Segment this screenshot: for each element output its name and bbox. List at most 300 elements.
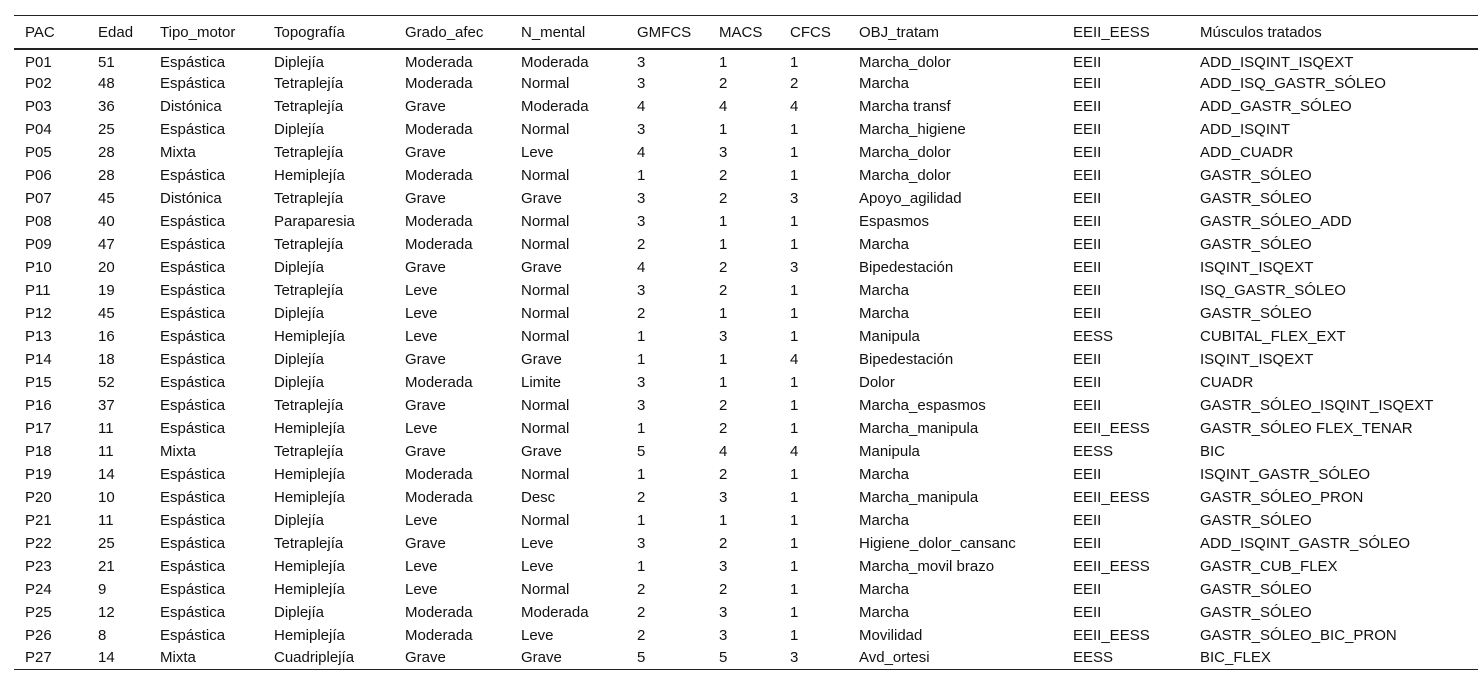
table-cell: Leve xyxy=(405,419,438,437)
table-cell: GASTR_SÓLEO xyxy=(1200,603,1312,621)
table-cell: 3 xyxy=(719,488,728,506)
table-cell: Limite xyxy=(521,373,562,391)
table-cell: EEII xyxy=(1073,396,1102,414)
table-cell: 19 xyxy=(98,281,115,299)
table-cell: Espástica xyxy=(160,396,226,414)
table-cell: Marcha xyxy=(859,281,910,299)
table-cell: 1 xyxy=(719,53,728,71)
table-cell: Normal xyxy=(521,511,570,529)
table-cell: Marcha xyxy=(859,235,910,253)
table-cell: Espástica xyxy=(160,281,226,299)
table-cell: Espástica xyxy=(160,557,226,575)
table-cell: EEII_EESS xyxy=(1073,557,1150,575)
column-header: PAC xyxy=(25,23,55,41)
table-cell: GASTR_SÓLEO xyxy=(1200,580,1312,598)
table-cell: Espástica xyxy=(160,304,226,322)
table-cell: Marcha xyxy=(859,511,910,529)
table-cell: Marcha xyxy=(859,304,910,322)
table-cell: Espástica xyxy=(160,74,226,92)
table-cell: 4 xyxy=(637,143,646,161)
table-cell: Marcha xyxy=(859,580,910,598)
table-cell: 2 xyxy=(719,419,728,437)
table-cell: Grave xyxy=(405,534,446,552)
table-cell: 1 xyxy=(790,557,799,575)
table-cell: Moderada xyxy=(521,97,589,115)
table-cell: ADD_GASTR_SÓLEO xyxy=(1200,97,1352,115)
table-cell: 2 xyxy=(637,304,646,322)
table-cell: 12 xyxy=(98,603,115,621)
table-cell: Diplejía xyxy=(274,603,325,621)
table-cell: 16 xyxy=(98,327,115,345)
table-row xyxy=(14,279,1478,302)
table-row xyxy=(14,601,1478,624)
table-cell: Distónica xyxy=(160,189,222,207)
table-cell: P24 xyxy=(25,580,52,598)
table-cell: CUBITAL_FLEX_EXT xyxy=(1200,327,1346,345)
table-cell: 3 xyxy=(637,189,646,207)
table-cell: 1 xyxy=(637,327,646,345)
table-cell: 1 xyxy=(790,626,799,644)
table-cell: GASTR_SÓLEO_ADD xyxy=(1200,212,1352,230)
table-cell: Bipedestación xyxy=(859,350,954,368)
table-cell: P25 xyxy=(25,603,52,621)
table-cell: Marcha_dolor xyxy=(859,143,951,161)
table-cell: 11 xyxy=(98,442,114,460)
table-cell: Grave xyxy=(521,350,562,368)
table-cell: Marcha_dolor xyxy=(859,53,951,71)
table-cell: P22 xyxy=(25,534,52,552)
table-cell: GASTR_SÓLEO_BIC_PRON xyxy=(1200,626,1397,644)
table-cell: EEII xyxy=(1073,235,1102,253)
table-row xyxy=(14,95,1478,118)
table-cell: EEII xyxy=(1073,281,1102,299)
table-cell: Moderada xyxy=(405,212,473,230)
table-cell: 1 xyxy=(637,511,646,529)
table-cell: Moderada xyxy=(405,166,473,184)
table-cell: 48 xyxy=(98,74,115,92)
table-cell: 14 xyxy=(98,465,115,483)
table-cell: 4 xyxy=(719,97,728,115)
table-cell: Hemiplejía xyxy=(274,166,345,184)
table-cell: Hemiplejía xyxy=(274,488,345,506)
table-cell: 11 xyxy=(98,419,114,437)
table-cell: Espástica xyxy=(160,419,226,437)
table-cell: Mixta xyxy=(160,649,196,667)
table-cell: Hemiplejía xyxy=(274,580,345,598)
column-header: Músculos tratados xyxy=(1200,23,1322,41)
table-cell: Grave xyxy=(521,189,562,207)
table-cell: P26 xyxy=(25,626,52,644)
table-row xyxy=(14,624,1478,647)
table-cell: Marcha_manipula xyxy=(859,419,979,437)
table-cell: 4 xyxy=(790,97,799,115)
table-cell: Marcha xyxy=(859,74,910,92)
table-cell: ISQINT_GASTR_SÓLEO xyxy=(1200,465,1371,483)
table-cell: Diplejía xyxy=(274,53,325,71)
table-cell: EEII xyxy=(1073,258,1102,276)
table-cell: Diplejía xyxy=(274,120,325,138)
table-cell: 3 xyxy=(719,557,728,575)
table-cell: 4 xyxy=(637,97,646,115)
table-row xyxy=(14,256,1478,279)
table-cell: 1 xyxy=(790,166,799,184)
table-cell: 5 xyxy=(637,442,646,460)
table-cell: P11 xyxy=(25,281,51,299)
table-cell: EEII xyxy=(1073,97,1102,115)
table-cell: Grave xyxy=(405,189,446,207)
table-cell: EESS xyxy=(1073,649,1114,667)
table-cell: Normal xyxy=(521,465,570,483)
table-cell: EEII_EESS xyxy=(1073,626,1150,644)
table-cell: 10 xyxy=(98,488,115,506)
table-cell: Normal xyxy=(521,120,570,138)
table-cell: P07 xyxy=(25,189,52,207)
table-cell: 2 xyxy=(719,74,728,92)
table-cell: 28 xyxy=(98,143,115,161)
table-cell: Marcha_movil brazo xyxy=(859,557,995,575)
column-header: OBJ_tratam xyxy=(859,23,940,41)
table-cell: 1 xyxy=(790,53,799,71)
column-header: Edad xyxy=(98,23,134,41)
table-cell: Grave xyxy=(405,649,446,667)
table-cell: P23 xyxy=(25,557,52,575)
table-cell: ADD_CUADR xyxy=(1200,143,1294,161)
table-cell: Manipula xyxy=(859,327,920,345)
table-cell: Moderada xyxy=(521,53,589,71)
table-cell: Espástica xyxy=(160,511,226,529)
column-header: CFCS xyxy=(790,23,831,41)
table-cell: Tetraplejía xyxy=(274,281,344,299)
table-cell: 2 xyxy=(637,580,646,598)
table-cell: Grave xyxy=(521,442,562,460)
table-cell: GASTR_SÓLEO_PRON xyxy=(1200,488,1364,506)
table-cell: P10 xyxy=(25,258,52,276)
table-cell: Tetraplejía xyxy=(274,534,344,552)
table-row xyxy=(14,440,1478,463)
table-cell: 1 xyxy=(637,166,646,184)
table-cell: 1 xyxy=(719,350,728,368)
table-cell: ADD_ISQINT_GASTR_SÓLEO xyxy=(1200,534,1411,552)
table-header xyxy=(14,16,1478,49)
table-cell: Normal xyxy=(521,304,570,322)
table-cell: 8 xyxy=(98,626,107,644)
table-cell: 25 xyxy=(98,120,115,138)
table-cell: Leve xyxy=(405,327,438,345)
table-cell: Espástica xyxy=(160,465,226,483)
table-cell: Moderada xyxy=(405,120,473,138)
table-cell: 3 xyxy=(719,603,728,621)
table-cell: 1 xyxy=(790,396,799,414)
table-cell: P18 xyxy=(25,442,52,460)
table-cell: Marcha_manipula xyxy=(859,488,979,506)
table-cell: 1 xyxy=(790,373,799,391)
table-cell: Normal xyxy=(521,396,570,414)
table-cell: Leve xyxy=(405,304,438,322)
table-cell: 2 xyxy=(637,488,646,506)
table-cell: Espástica xyxy=(160,53,226,71)
table-cell: P06 xyxy=(25,166,52,184)
table-cell: 3 xyxy=(719,327,728,345)
table-cell: Hemiplejía xyxy=(274,626,345,644)
table-cell: 1 xyxy=(790,465,799,483)
table-cell: 3 xyxy=(719,143,728,161)
table-cell: Normal xyxy=(521,419,570,437)
table-cell: P09 xyxy=(25,235,52,253)
table-cell: GASTR_CUB_FLEX xyxy=(1200,557,1338,575)
table-cell: Grave xyxy=(405,442,446,460)
table-cell: 47 xyxy=(98,235,115,253)
table-cell: Tetraplejía xyxy=(274,396,344,414)
table-cell: Grave xyxy=(405,258,446,276)
table-cell: P19 xyxy=(25,465,52,483)
table-cell: EEII xyxy=(1073,350,1102,368)
table-cell: EEII xyxy=(1073,465,1102,483)
table-cell: Movilidad xyxy=(859,626,923,644)
table-cell: Marcha xyxy=(859,465,910,483)
table-cell: EEII xyxy=(1073,166,1102,184)
table-cell: Normal xyxy=(521,580,570,598)
table-cell: Manipula xyxy=(859,442,920,460)
table-cell: Tetraplejía xyxy=(274,442,344,460)
table-cell: 45 xyxy=(98,189,115,207)
table-cell: 4 xyxy=(719,442,728,460)
table-row xyxy=(14,187,1478,210)
table-cell: Dolor xyxy=(859,373,895,391)
table-cell: 3 xyxy=(637,373,646,391)
table-cell: Leve xyxy=(521,626,554,644)
table-cell: Grave xyxy=(405,143,446,161)
table-cell: Espástica xyxy=(160,235,226,253)
table-cell: Grave xyxy=(521,649,562,667)
patients-table xyxy=(14,15,1478,670)
table-container xyxy=(14,15,1478,670)
table-cell: 1 xyxy=(719,304,728,322)
table-row xyxy=(14,118,1478,141)
table-cell: ADD_ISQINT_ISQEXT xyxy=(1200,53,1354,71)
table-cell: Normal xyxy=(521,281,570,299)
table-cell: P02 xyxy=(25,74,52,92)
table-row xyxy=(14,302,1478,325)
table-cell: GASTR_SÓLEO xyxy=(1200,189,1312,207)
table-cell: 1 xyxy=(790,235,799,253)
table-cell: 1 xyxy=(790,511,799,529)
table-cell: 3 xyxy=(637,74,646,92)
table-cell: 2 xyxy=(790,74,799,92)
table-cell: 37 xyxy=(98,396,115,414)
table-cell: Espástica xyxy=(160,534,226,552)
table-cell: EEII xyxy=(1073,53,1102,71)
table-cell: 1 xyxy=(790,281,799,299)
column-header: Grado_afec xyxy=(405,23,484,41)
table-cell: 1 xyxy=(790,580,799,598)
table-cell: Hemiplejía xyxy=(274,419,345,437)
table-cell: Distónica xyxy=(160,97,222,115)
table-cell: P27 xyxy=(25,649,52,667)
table-cell: 21 xyxy=(98,557,115,575)
table-cell: Diplejía xyxy=(274,511,325,529)
table-cell: Marcha xyxy=(859,603,910,621)
table-cell: 1 xyxy=(790,327,799,345)
table-cell: 2 xyxy=(719,189,728,207)
table-cell: Moderada xyxy=(405,465,473,483)
table-cell: ISQINT_ISQEXT xyxy=(1200,258,1314,276)
table-cell: Tetraplejía xyxy=(274,189,344,207)
table-cell: Diplejía xyxy=(274,304,325,322)
table-cell: 14 xyxy=(98,649,115,667)
table-cell: 28 xyxy=(98,166,115,184)
table-row xyxy=(14,210,1478,233)
table-cell: 1 xyxy=(790,143,799,161)
table-cell: EEII xyxy=(1073,212,1102,230)
table-cell: 52 xyxy=(98,373,115,391)
column-header: EEII_EESS xyxy=(1073,23,1150,41)
table-row xyxy=(14,486,1478,509)
table-cell: P08 xyxy=(25,212,52,230)
table-cell: Espástica xyxy=(160,488,226,506)
table-cell: Paraparesia xyxy=(274,212,355,230)
table-cell: Hemiplejía xyxy=(274,327,345,345)
table-cell: P01 xyxy=(25,53,52,71)
table-cell: Grave xyxy=(405,350,446,368)
table-cell: Espástica xyxy=(160,603,226,621)
table-cell: P04 xyxy=(25,120,52,138)
table-cell: EEII xyxy=(1073,304,1102,322)
table-cell: EEII xyxy=(1073,580,1102,598)
table-cell: 1 xyxy=(790,212,799,230)
table-cell: 3 xyxy=(790,649,799,667)
table-cell: Espástica xyxy=(160,580,226,598)
table-cell: P15 xyxy=(25,373,52,391)
table-cell: EEII xyxy=(1073,511,1102,529)
table-row xyxy=(14,233,1478,256)
table-cell: 4 xyxy=(790,442,799,460)
table-row xyxy=(14,509,1478,532)
table-cell: 3 xyxy=(637,212,646,230)
table-cell: 40 xyxy=(98,212,115,230)
table-cell: P03 xyxy=(25,97,52,115)
table-cell: Espástica xyxy=(160,350,226,368)
column-header: Topografía xyxy=(274,23,345,41)
table-cell: Normal xyxy=(521,166,570,184)
table-cell: EEII xyxy=(1073,373,1102,391)
table-cell: GASTR_SÓLEO xyxy=(1200,166,1312,184)
table-cell: 5 xyxy=(719,649,728,667)
table-cell: 3 xyxy=(637,53,646,71)
table-cell: BIC_FLEX xyxy=(1200,649,1271,667)
table-cell: Normal xyxy=(521,235,570,253)
table-cell: Espástica xyxy=(160,120,226,138)
table-cell: P21 xyxy=(25,511,52,529)
header-row xyxy=(14,16,1478,49)
table-row xyxy=(14,463,1478,486)
table-row xyxy=(14,49,1478,72)
table-cell: 2 xyxy=(719,281,728,299)
table-cell: ISQINT_ISQEXT xyxy=(1200,350,1314,368)
table-row xyxy=(14,348,1478,371)
table-row xyxy=(14,164,1478,187)
table-cell: CUADR xyxy=(1200,373,1254,391)
table-row xyxy=(14,532,1478,555)
table-cell: Grave xyxy=(405,396,446,414)
table-cell: EEII xyxy=(1073,74,1102,92)
table-cell: 3 xyxy=(637,281,646,299)
table-cell: Mixta xyxy=(160,143,196,161)
table-row xyxy=(14,647,1478,670)
table-row xyxy=(14,555,1478,578)
table-cell: Moderada xyxy=(405,488,473,506)
table-cell: Espástica xyxy=(160,212,226,230)
table-cell: Espástica xyxy=(160,166,226,184)
column-header: MACS xyxy=(719,23,763,41)
table-cell: EEII xyxy=(1073,189,1102,207)
table-cell: 2 xyxy=(719,166,728,184)
column-header: N_mental xyxy=(521,23,586,41)
table-cell: Leve xyxy=(405,580,438,598)
table-cell: Tetraplejía xyxy=(274,74,344,92)
table-cell: 18 xyxy=(98,350,115,368)
table-cell: Leve xyxy=(521,534,554,552)
table-cell: Avd_ortesi xyxy=(859,649,930,667)
table-cell: 1 xyxy=(790,419,799,437)
table-cell: Marcha_dolor xyxy=(859,166,951,184)
table-cell: 2 xyxy=(719,258,728,276)
table-cell: P14 xyxy=(25,350,52,368)
table-cell: Leve xyxy=(405,281,438,299)
table-cell: Normal xyxy=(521,212,570,230)
table-row xyxy=(14,578,1478,601)
table-cell: Marcha transf xyxy=(859,97,951,115)
table-cell: BIC xyxy=(1200,442,1226,460)
table-cell: 3 xyxy=(719,626,728,644)
table-cell: 1 xyxy=(719,511,728,529)
table-row xyxy=(14,417,1478,440)
table-cell: 2 xyxy=(719,465,728,483)
table-cell: 1 xyxy=(790,534,799,552)
table-cell: Leve xyxy=(405,511,438,529)
table-cell: 36 xyxy=(98,97,115,115)
table-cell: 20 xyxy=(98,258,115,276)
table-cell: 5 xyxy=(637,649,646,667)
table-cell: P05 xyxy=(25,143,52,161)
table-cell: 45 xyxy=(98,304,115,322)
table-cell: 1 xyxy=(719,373,728,391)
table-cell: ISQ_GASTR_SÓLEO xyxy=(1200,281,1346,299)
table-cell: 9 xyxy=(98,580,107,598)
table-cell: 3 xyxy=(637,120,646,138)
table-cell: Tetraplejía xyxy=(274,143,344,161)
table-cell: Hemiplejía xyxy=(274,465,345,483)
table-cell: Leve xyxy=(405,557,438,575)
table-cell: Espástica xyxy=(160,373,226,391)
table-cell: Espástica xyxy=(160,327,226,345)
table-cell: EEII_EESS xyxy=(1073,419,1150,437)
table-row xyxy=(14,394,1478,417)
table-cell: Hemiplejía xyxy=(274,557,345,575)
table-cell: Normal xyxy=(521,327,570,345)
table-cell: Cuadriplejía xyxy=(274,649,355,667)
table-cell: GASTR_SÓLEO xyxy=(1200,511,1312,529)
table-cell: 1 xyxy=(719,120,728,138)
table-cell: 1 xyxy=(790,603,799,621)
table-cell: 3 xyxy=(637,534,646,552)
table-cell: 11 xyxy=(98,511,114,529)
table-cell: EESS xyxy=(1073,327,1114,345)
table-cell: Higiene_dolor_cansanc xyxy=(859,534,1016,552)
column-header: Tipo_motor xyxy=(160,23,236,41)
table-cell: EESS xyxy=(1073,442,1114,460)
table-cell: Moderada xyxy=(405,53,473,71)
table-cell: Grave xyxy=(521,258,562,276)
